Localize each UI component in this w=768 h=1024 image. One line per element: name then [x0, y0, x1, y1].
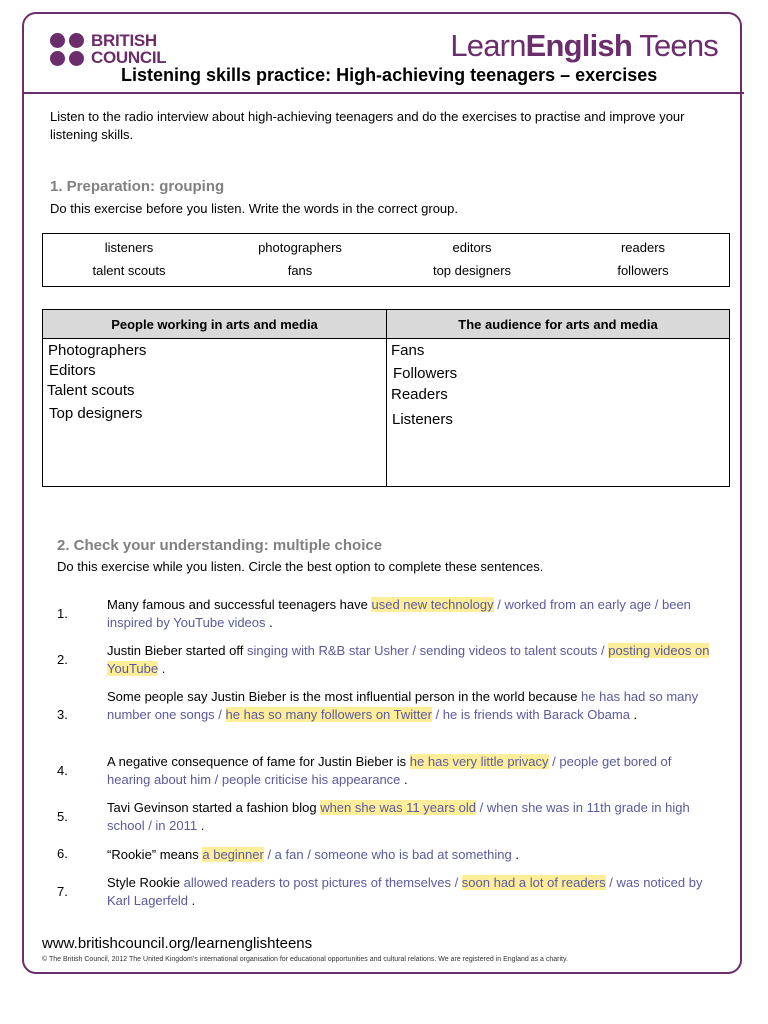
options[interactable]: / when she was in 11th grade in high school / in 2011: [107, 800, 690, 833]
answer-cell[interactable]: Followers: [393, 365, 458, 382]
question-3: Some people say Justin Bieber is the most influential person in the world because he has had so many number one songs / he has so many followers on Twitter / he is friends with Barack Obama .: [107, 689, 699, 722]
title-divider: [24, 92, 744, 94]
selected-option[interactable]: he has so many followers on Twitter: [225, 707, 432, 722]
answer-cell[interactable]: Readers: [391, 386, 448, 403]
word-item: followers: [617, 263, 669, 278]
word-item: top designers: [432, 263, 512, 278]
options[interactable]: he has had so many number one songs /: [107, 689, 699, 722]
options[interactable]: / he is friends with Barack Obama: [431, 707, 630, 722]
question-7: Style Rookie allowed readers to post pictures of themselves / soon had a lot of readers / was noticed by Karl Lagerfeld .: [107, 875, 703, 908]
question-4: A negative consequence of fame for Justin Bieber is he has very little privacy / people get bored of hearing about him / people criticise his appearance .: [107, 754, 672, 787]
question-2: Justin Bieber started off singing with R&B star Usher / sending videos to talent scouts / posting videos on YouTube .: [107, 643, 710, 676]
options[interactable]: singing with R&B star Usher / sending videos to talent scouts /: [246, 643, 609, 658]
word-item: editors: [452, 240, 492, 255]
options[interactable]: / worked from an early age / been inspired by YouTube videos: [107, 597, 691, 630]
answer-cell[interactable]: Editors: [49, 362, 96, 379]
question-6: “Rookie” means a beginner / a fan / someone who is bad at something .: [107, 847, 519, 862]
question-number: 5.: [57, 809, 68, 824]
options[interactable]: allowed readers to post pictures of themselves /: [183, 875, 462, 890]
section1-heading: 1. Preparation: grouping: [50, 178, 225, 195]
section1-instruction: Do this exercise before you listen. Write the words in the correct group.: [50, 201, 459, 216]
footer-url-link[interactable]: www.britishcouncil.org/learnenglishteens: [42, 935, 313, 952]
question-number: 6.: [57, 846, 68, 861]
logo-text: BRITISH COUNCIL: [91, 31, 167, 67]
word-item: fans: [287, 263, 313, 278]
footer-copyright: © The British Council, 2012 The United Kingdom’s international organisation for educational opportunities and cultural relations. We are registered in England as a charity.: [42, 956, 568, 963]
options[interactable]: / was noticed by Karl Lagerfeld: [107, 875, 703, 908]
answer-cell[interactable]: Fans: [391, 342, 425, 359]
options[interactable]: / people get bored of hearing about him / people criticise his appearance: [107, 754, 672, 787]
word-item: listeners: [104, 240, 154, 255]
selected-option[interactable]: a beginner: [202, 847, 264, 862]
column-divider: [386, 310, 387, 486]
column-header-people: People working in arts and media: [43, 310, 386, 339]
selected-option[interactable]: used new technology: [371, 597, 494, 612]
selected-option[interactable]: when she was 11 years old: [320, 800, 477, 815]
british-council-logo: [50, 32, 166, 66]
answer-cell[interactable]: Photographers: [48, 342, 147, 359]
question-number: 1.: [57, 606, 68, 621]
selected-option[interactable]: soon had a lot of readers: [461, 875, 606, 890]
question-5: Tavi Gevinson started a fashion blog when she was 11 years old / when she was in 11th grade in high school / in 2011 .: [107, 800, 690, 833]
question-number: 4.: [57, 763, 68, 778]
section2-heading: 2. Check your understanding: multiple choice: [57, 537, 383, 554]
options[interactable]: / a fan / someone who is bad at something: [263, 847, 512, 862]
word-item: talent scouts: [92, 263, 166, 278]
answer-cell[interactable]: Talent scouts: [47, 382, 135, 399]
selected-option[interactable]: posting videos on YouTube: [107, 643, 710, 676]
word-item: readers: [620, 240, 666, 255]
intro-text: Listen to the radio interview about high-achieving teenagers and do the exercises to practise and improve your listening skills.: [50, 109, 685, 142]
logo-dots-icon: [50, 33, 85, 66]
question-1: Many famous and successful teenagers have used new technology / worked from an early age / been inspired by YouTube videos .: [107, 597, 691, 630]
word-item: photographers: [258, 240, 342, 255]
page-title: Listening skills practice: High-achieving teenagers – exercises: [121, 65, 658, 85]
section2-instruction: Do this exercise while you listen. Circle the best option to complete these sentences.: [57, 559, 544, 574]
question-number: 2.: [57, 652, 68, 667]
grouping-table: [42, 309, 730, 487]
answer-cell[interactable]: Top designers: [49, 405, 143, 422]
column-header-audience: The audience for arts and media: [387, 310, 729, 339]
learnenglish-teens-brand: LearnEnglish Teens: [450, 28, 718, 63]
question-number: 3.: [57, 707, 68, 722]
question-number: 7.: [57, 884, 68, 899]
selected-option[interactable]: he has very little privacy: [409, 754, 549, 769]
word-box: [42, 233, 730, 287]
answer-cell[interactable]: Listeners: [392, 411, 453, 428]
